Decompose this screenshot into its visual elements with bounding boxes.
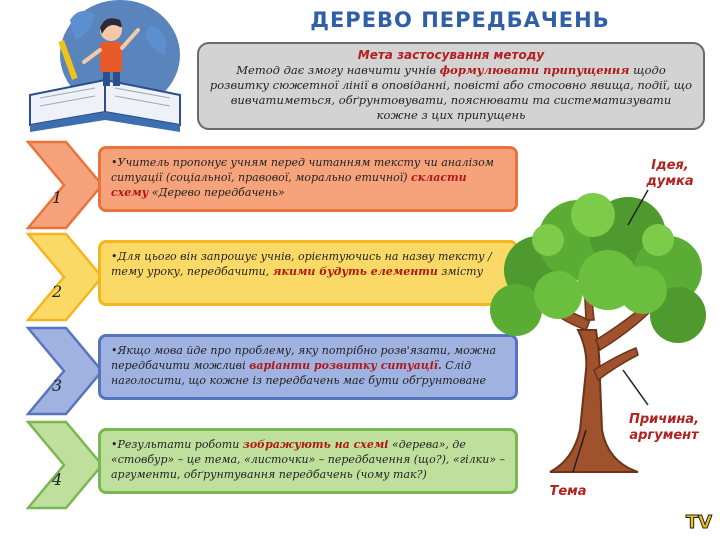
step-3-box — [98, 334, 518, 400]
page-title: ДЕРЕВО ПЕРЕДБАЧЕНЬ — [310, 8, 610, 32]
step-3-chevron — [26, 326, 106, 416]
tree-label-reason: Причина, аргумент — [628, 412, 700, 443]
goal-text-after: щодо розвитку сюжетної лінії в оповіданні, повісті або стосовно явища, події, що вивчатиметься, обґрунтовувати, пояснювати та систематизувати кожне з цих припущень — [209, 63, 693, 122]
step-1-highlight: скласти схему — [111, 171, 467, 199]
tv-logo: TV — [685, 512, 713, 533]
goal-heading: Мета застосування методу — [357, 48, 545, 62]
step-4-chevron — [26, 420, 106, 510]
step-1-text-before: •Учитель пропонує учням перед читанням тексту чи аналізом ситуації (соціальної, правової, морально етичної) — [111, 156, 494, 184]
step-4-box — [98, 428, 518, 494]
step-4-number: 4 — [52, 470, 63, 489]
goal-text — [209, 63, 693, 123]
step-3-text-before: •Якщо мова йде про проблему, яку потрібно розв'язати, можна передбачити можливі — [111, 344, 497, 372]
goal-highlight: формулювати припущення — [439, 63, 630, 77]
step-3-text-after: Слід наголосити, що кожне із передбачень має бути обґрунтоване — [111, 359, 486, 387]
step-2-text-before: •Для цього він запрошує учнів, орієнтуючись на назву тексту / тему уроку, передбачити, — [111, 250, 492, 278]
step-2-text-after: змісту — [437, 265, 483, 278]
step-2-highlight: якими будуть елементи — [272, 265, 438, 278]
step-4-highlight: зображують на схемі — [242, 438, 389, 451]
step-2-number: 2 — [52, 282, 63, 301]
step-1-box — [98, 146, 518, 212]
step-2-chevron — [26, 232, 106, 322]
step-1-number: 1 — [52, 188, 63, 207]
tree-label-idea: Ідея, думка — [646, 158, 694, 189]
step-4-text-after: «дерева», де «стовбур» – це тема, «листочки» – передбачення (що?), «гілки» – аргументи, обґрунтування передбачень (чому так?) — [111, 438, 506, 481]
step-4-text-before: •Результати роботи — [111, 438, 243, 451]
step-1-text-after: «Дерево передбачень» — [148, 186, 285, 199]
goal-box — [197, 42, 705, 130]
step-1-chevron — [26, 140, 106, 230]
step-3-number: 3 — [52, 376, 63, 395]
tree-label-theme: Тема — [549, 484, 587, 499]
student-book-illustration — [10, 0, 190, 140]
step-3-highlight: варіанти розвитку ситуації. — [249, 359, 442, 372]
goal-text-before: Метод дає змогу навчити учнів — [236, 63, 440, 77]
step-2-box — [98, 240, 518, 306]
